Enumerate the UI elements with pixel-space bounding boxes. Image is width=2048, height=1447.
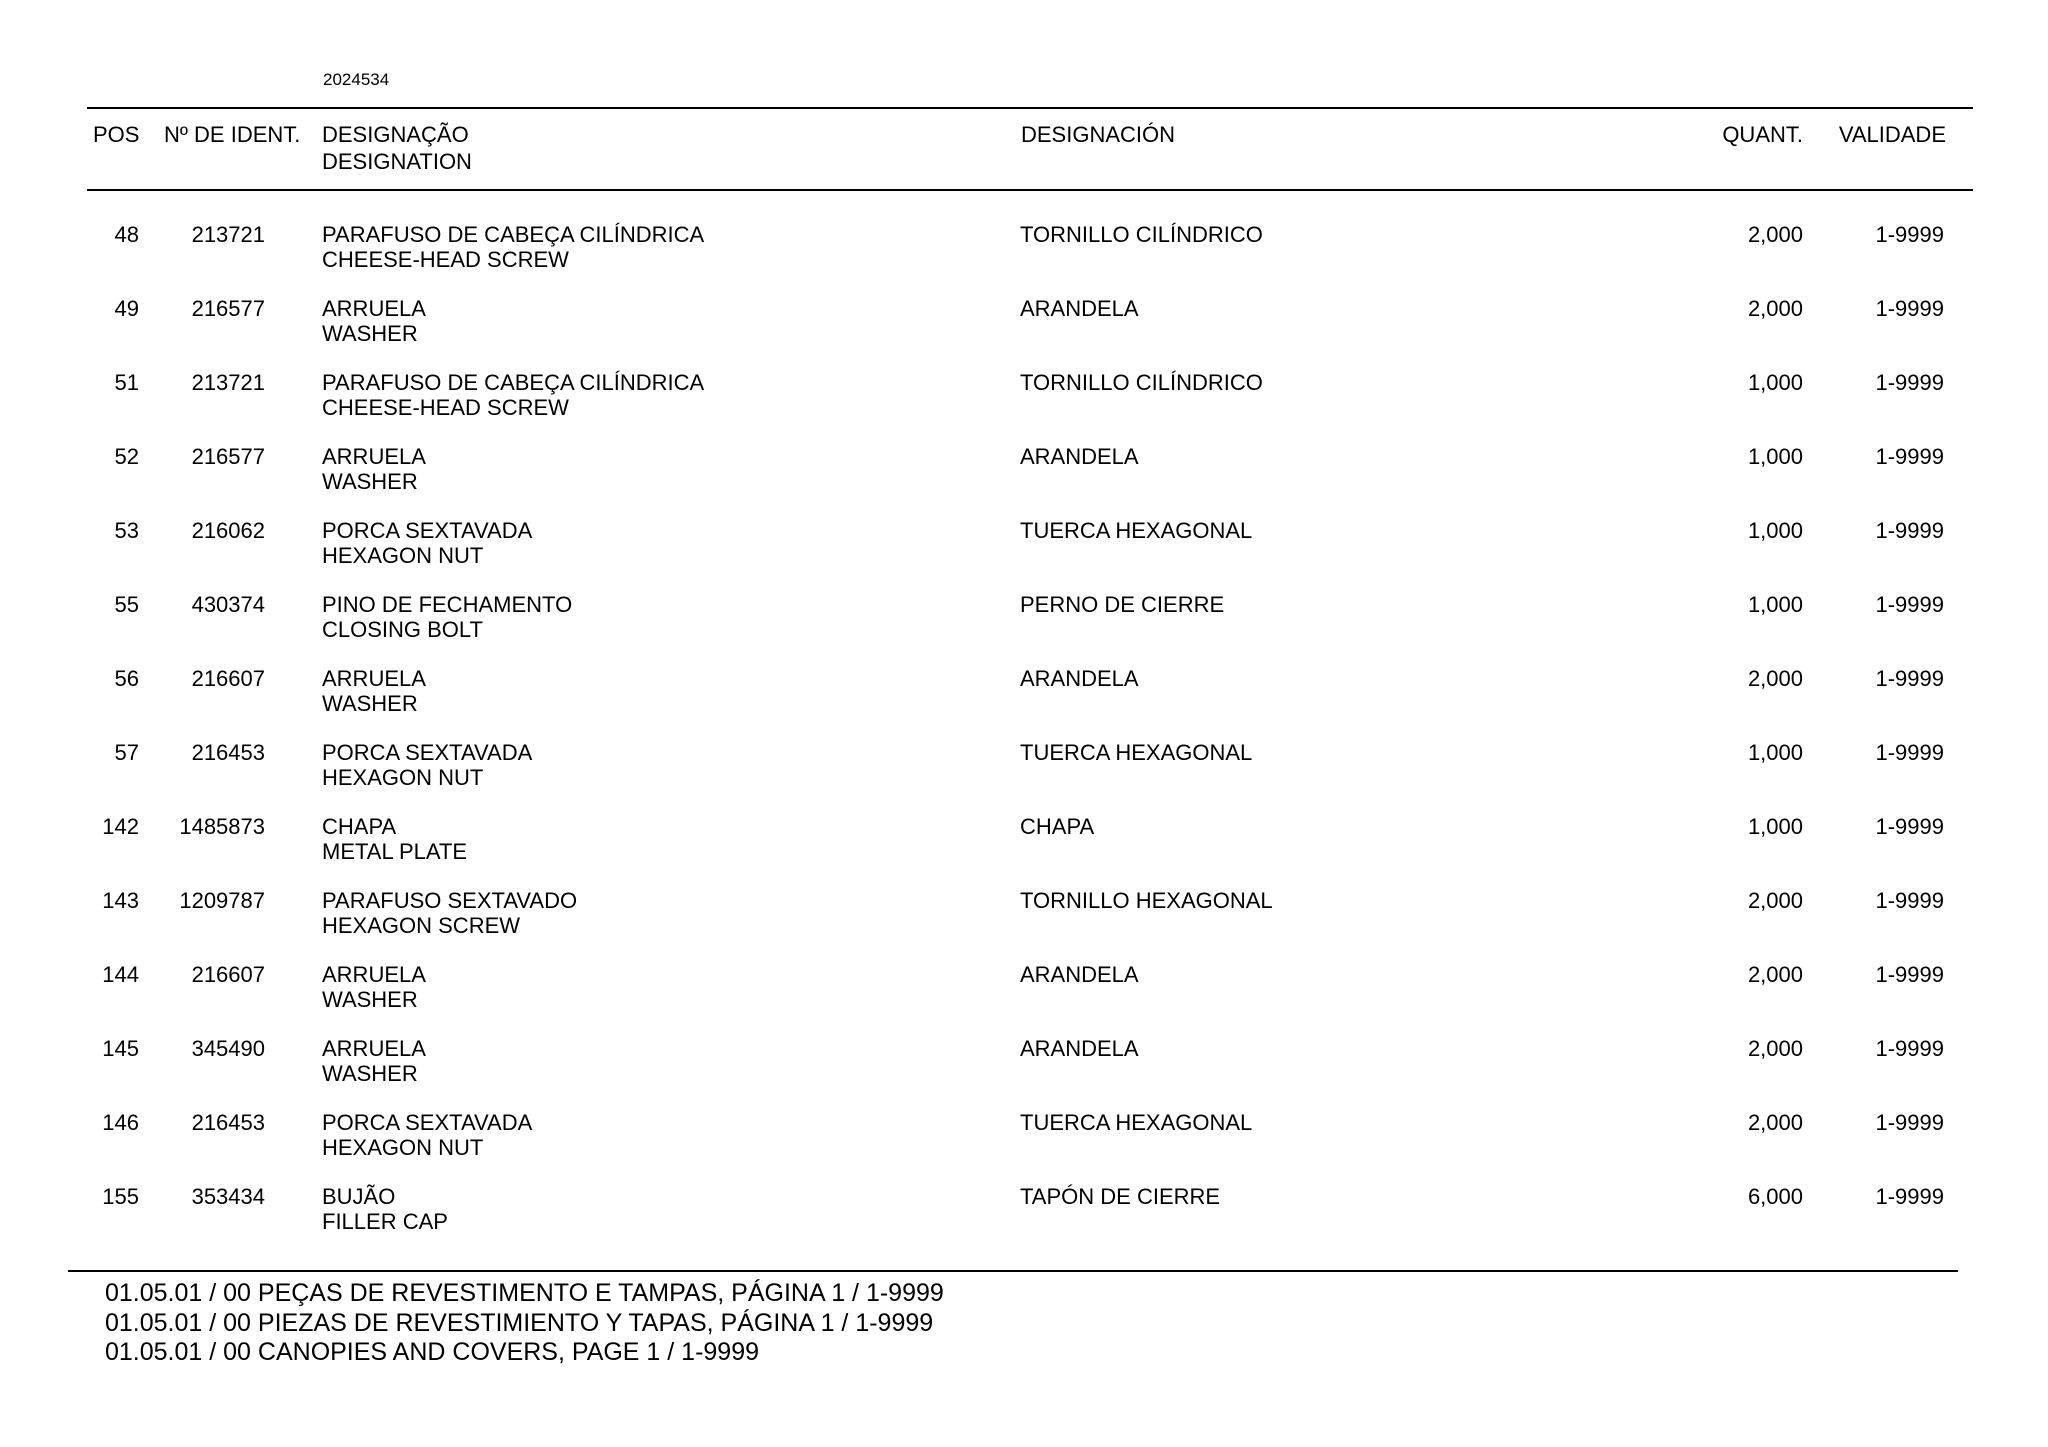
row-designation-en: HEXAGON NUT bbox=[322, 543, 484, 568]
row-designation-en: WASHER bbox=[322, 1061, 418, 1086]
row-quant: 1,000 bbox=[1747, 518, 1803, 543]
table-row bbox=[0, 740, 2048, 814]
row-validade: 1-9999 bbox=[1875, 888, 1944, 913]
row-ident: 216607 bbox=[191, 666, 265, 691]
row-designation-en: WASHER bbox=[322, 469, 418, 494]
row-designation bbox=[322, 222, 704, 272]
table-row bbox=[0, 1036, 2048, 1110]
top-divider bbox=[87, 107, 1973, 109]
row-designation bbox=[322, 518, 532, 568]
row-designacion: TUERCA HEXAGONAL bbox=[1020, 1110, 1253, 1135]
row-ident: 345490 bbox=[191, 1036, 265, 1061]
row-designation-pt: ARRUELA bbox=[322, 296, 426, 321]
row-designation-pt: PINO DE FECHAMENTO bbox=[322, 592, 573, 617]
row-quant: 2,000 bbox=[1747, 888, 1803, 913]
row-designation-en: CLOSING BOLT bbox=[322, 617, 483, 642]
row-designation bbox=[322, 740, 532, 790]
row-designation-pt: ARRUELA bbox=[322, 962, 426, 987]
row-designation-en: WASHER bbox=[322, 987, 418, 1012]
row-designation bbox=[322, 888, 577, 938]
row-designacion: PERNO DE CIERRE bbox=[1020, 592, 1225, 617]
row-designation-en: WASHER bbox=[322, 321, 418, 346]
row-designacion: ARANDELA bbox=[1020, 444, 1139, 469]
row-ident: 213721 bbox=[191, 370, 265, 395]
row-designacion: ARANDELA bbox=[1020, 962, 1139, 987]
row-validade: 1-9999 bbox=[1875, 1036, 1944, 1061]
row-pos: 55 bbox=[114, 592, 139, 617]
row-ident: 216577 bbox=[191, 444, 265, 469]
row-designation-pt: ARRUELA bbox=[322, 666, 426, 691]
row-quant: 2,000 bbox=[1747, 1110, 1803, 1135]
row-designation-pt: BUJÃO bbox=[322, 1184, 396, 1209]
table-row bbox=[0, 666, 2048, 740]
table-row bbox=[0, 296, 2048, 370]
row-designation bbox=[322, 592, 572, 642]
row-designation-en: CHEESE-HEAD SCREW bbox=[322, 247, 569, 272]
table-row bbox=[0, 222, 2048, 296]
parts-table bbox=[0, 222, 2048, 1258]
page-footer bbox=[105, 1279, 944, 1368]
row-designation-pt: ARRUELA bbox=[322, 1036, 426, 1061]
table-row bbox=[0, 1110, 2048, 1184]
header-quant: QUANT. bbox=[1722, 122, 1803, 147]
row-designation-en: HEXAGON NUT bbox=[322, 765, 484, 790]
row-validade: 1-9999 bbox=[1875, 1110, 1944, 1135]
row-quant: 1,000 bbox=[1747, 592, 1803, 617]
row-designacion: ARANDELA bbox=[1020, 1036, 1139, 1061]
row-designation-pt: CHAPA bbox=[322, 814, 397, 839]
row-designacion: TAPÓN DE CIERRE bbox=[1020, 1184, 1221, 1209]
row-validade: 1-9999 bbox=[1875, 518, 1944, 543]
row-quant: 2,000 bbox=[1747, 666, 1803, 691]
row-designacion: TORNILLO CILÍNDRICO bbox=[1020, 222, 1263, 247]
row-designacion: TUERCA HEXAGONAL bbox=[1020, 518, 1253, 543]
table-row bbox=[0, 592, 2048, 666]
table-row bbox=[0, 444, 2048, 518]
row-designacion: TORNILLO HEXAGONAL bbox=[1020, 888, 1273, 913]
row-ident: 216453 bbox=[191, 1110, 265, 1135]
row-designation-pt: PARAFUSO DE CABEÇA CILÍNDRICA bbox=[322, 370, 705, 395]
row-designation bbox=[322, 666, 426, 716]
row-validade: 1-9999 bbox=[1875, 592, 1944, 617]
row-ident: 1209787 bbox=[179, 888, 265, 913]
row-validade: 1-9999 bbox=[1875, 740, 1944, 765]
footer-line-es: 01.05.01 / 00 PIEZAS DE REVESTIMIENTO Y TAPAS, PÁGINA 1 / 1-9999 bbox=[105, 1308, 934, 1337]
row-designation-en: HEXAGON SCREW bbox=[322, 913, 521, 938]
row-validade: 1-9999 bbox=[1875, 962, 1944, 987]
row-quant: 2,000 bbox=[1747, 296, 1803, 321]
row-designation-pt: PORCA SEXTAVADA bbox=[322, 740, 533, 765]
row-quant: 2,000 bbox=[1747, 1036, 1803, 1061]
table-row bbox=[0, 518, 2048, 592]
row-designacion: ARANDELA bbox=[1020, 296, 1139, 321]
row-designation-pt: PARAFUSO DE CABEÇA CILÍNDRICA bbox=[322, 222, 705, 247]
row-designation-en: METAL PLATE bbox=[322, 839, 468, 864]
row-designation bbox=[322, 1036, 426, 1086]
document-number: 2024534 bbox=[323, 70, 390, 89]
row-designacion: CHAPA bbox=[1020, 814, 1095, 839]
row-pos: 57 bbox=[114, 740, 139, 765]
header-divider bbox=[87, 189, 1973, 191]
row-pos: 146 bbox=[102, 1110, 139, 1135]
header-designacion: DESIGNACIÓN bbox=[1021, 122, 1176, 147]
row-designacion: TORNILLO CILÍNDRICO bbox=[1020, 370, 1263, 395]
table-row bbox=[0, 1184, 2048, 1258]
row-validade: 1-9999 bbox=[1875, 1184, 1944, 1209]
row-designation-pt: PARAFUSO SEXTAVADO bbox=[322, 888, 578, 913]
row-designation-pt: PORCA SEXTAVADA bbox=[322, 518, 533, 543]
row-designation-en: FILLER CAP bbox=[322, 1209, 448, 1234]
row-designation bbox=[322, 370, 704, 420]
header-validade: VALIDADE bbox=[1838, 122, 1946, 147]
row-designacion: TUERCA HEXAGONAL bbox=[1020, 740, 1253, 765]
row-validade: 1-9999 bbox=[1875, 666, 1944, 691]
row-designation-pt: PORCA SEXTAVADA bbox=[322, 1110, 533, 1135]
header-designation bbox=[322, 121, 472, 175]
row-pos: 145 bbox=[102, 1036, 139, 1061]
header-ident: Nº DE IDENT. bbox=[164, 122, 301, 147]
footer-line-en: 01.05.01 / 00 CANOPIES AND COVERS, PAGE 1 / 1-9999 bbox=[105, 1338, 760, 1366]
row-pos: 51 bbox=[114, 370, 139, 395]
row-pos: 48 bbox=[114, 222, 139, 247]
header-designacao: DESIGNAÇÃO bbox=[322, 122, 469, 147]
row-pos: 49 bbox=[114, 296, 139, 321]
row-validade: 1-9999 bbox=[1875, 370, 1944, 395]
row-ident: 216607 bbox=[191, 962, 265, 987]
header-pos: POS bbox=[93, 122, 140, 147]
row-designation bbox=[322, 814, 467, 864]
footer-divider bbox=[68, 1270, 1958, 1272]
row-pos: 144 bbox=[102, 962, 139, 987]
row-ident: 216453 bbox=[191, 740, 265, 765]
row-designation bbox=[322, 1184, 448, 1234]
row-quant: 1,000 bbox=[1747, 814, 1803, 839]
row-quant: 2,000 bbox=[1747, 962, 1803, 987]
row-designation bbox=[322, 962, 426, 1012]
row-quant: 1,000 bbox=[1747, 370, 1803, 395]
row-pos: 56 bbox=[114, 666, 139, 691]
row-designation bbox=[322, 296, 426, 346]
row-pos: 52 bbox=[114, 444, 139, 469]
header-designation-en: DESIGNATION bbox=[322, 149, 472, 174]
row-ident: 353434 bbox=[191, 1184, 265, 1209]
table-row bbox=[0, 814, 2048, 888]
row-pos: 142 bbox=[102, 814, 139, 839]
row-validade: 1-9999 bbox=[1875, 814, 1944, 839]
row-ident: 216577 bbox=[191, 296, 265, 321]
row-quant: 6,000 bbox=[1747, 1184, 1803, 1209]
row-ident: 213721 bbox=[191, 222, 265, 247]
row-designation-pt: ARRUELA bbox=[322, 444, 426, 469]
row-designation-en: WASHER bbox=[322, 691, 418, 716]
row-designation bbox=[322, 444, 426, 494]
row-quant: 1,000 bbox=[1747, 740, 1803, 765]
table-row bbox=[0, 888, 2048, 962]
row-quant: 2,000 bbox=[1747, 222, 1803, 247]
row-validade: 1-9999 bbox=[1875, 296, 1944, 321]
row-validade: 1-9999 bbox=[1875, 222, 1944, 247]
row-ident: 1485873 bbox=[179, 814, 265, 839]
row-validade: 1-9999 bbox=[1875, 444, 1944, 469]
table-row bbox=[0, 370, 2048, 444]
row-ident: 430374 bbox=[191, 592, 265, 617]
row-quant: 1,000 bbox=[1747, 444, 1803, 469]
row-designation-en: CHEESE-HEAD SCREW bbox=[322, 395, 569, 420]
row-pos: 143 bbox=[102, 888, 139, 913]
row-designation bbox=[322, 1110, 532, 1160]
row-pos: 53 bbox=[114, 518, 139, 543]
row-ident: 216062 bbox=[191, 518, 265, 543]
row-designation-en: HEXAGON NUT bbox=[322, 1135, 484, 1160]
footer-line-pt: 01.05.01 / 00 PEÇAS DE REVESTIMENTO E TAMPAS, PÁGINA 1 / 1-9999 bbox=[105, 1279, 944, 1307]
row-designacion: ARANDELA bbox=[1020, 666, 1139, 691]
table-row bbox=[0, 962, 2048, 1036]
row-pos: 155 bbox=[102, 1184, 139, 1209]
